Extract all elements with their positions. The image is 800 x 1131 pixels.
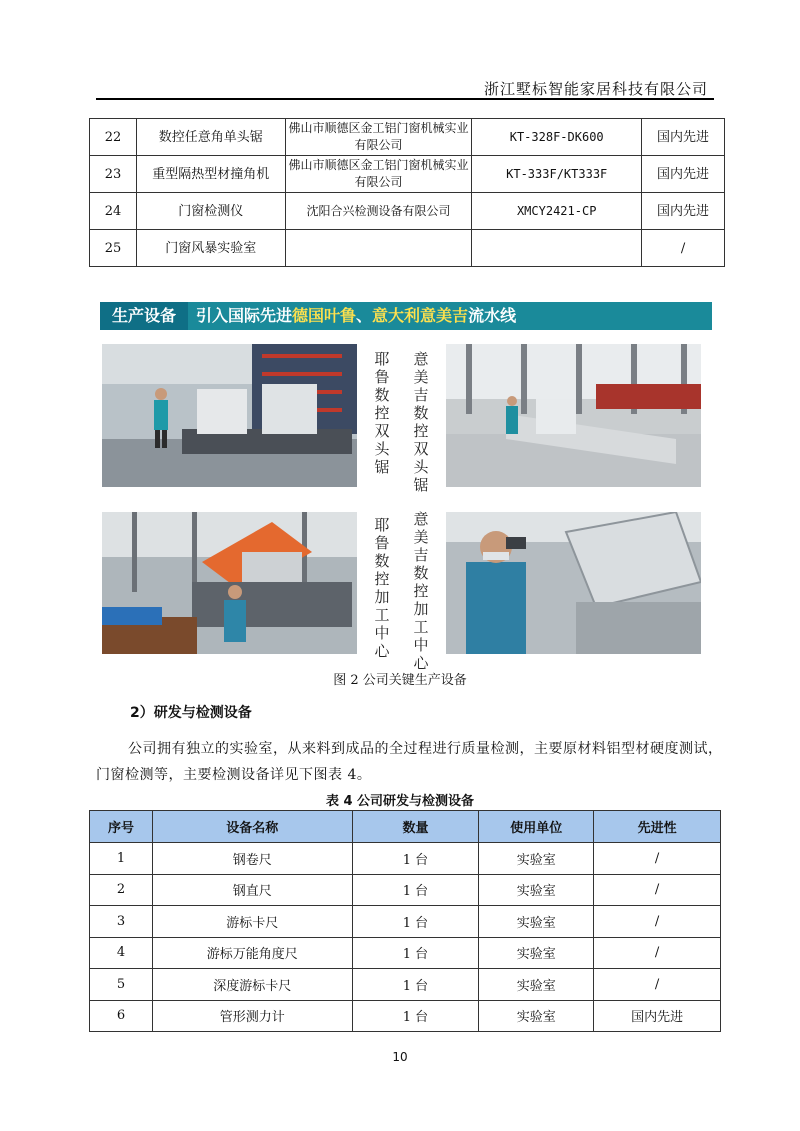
banner-highlight-1: 德国叶鲁 xyxy=(292,306,357,325)
table-row xyxy=(90,119,725,156)
cell-no: 3 xyxy=(90,906,153,938)
label-yimeiji-double-saw: 意美吉数控双头锯 xyxy=(413,350,429,494)
cell-level: 国内先进 xyxy=(642,119,725,156)
cell-unit: 实验室 xyxy=(479,906,594,938)
cell-qty: 1 台 xyxy=(352,937,479,969)
cell-level: / xyxy=(642,230,725,267)
cell-level: 国内先进 xyxy=(594,1000,721,1032)
cell-qty: 1 台 xyxy=(352,874,479,906)
cell-unit: 实验室 xyxy=(479,1000,594,1032)
cell-name: 门窗风暴实验室 xyxy=(136,230,285,267)
cell-unit: 实验室 xyxy=(479,937,594,969)
table-row xyxy=(90,156,725,193)
table-row xyxy=(90,193,725,230)
cell-level: / xyxy=(594,906,721,938)
cell-qty: 1 台 xyxy=(352,906,479,938)
banner-label: 生产设备 xyxy=(100,302,188,330)
cell-name: 重型隔热型材撞角机 xyxy=(136,156,285,193)
cell-model: XMCY2421-CP xyxy=(472,193,642,230)
cell-unit: 实验室 xyxy=(479,874,594,906)
figure-caption: 图 2 公司关键生产设备 xyxy=(333,673,467,688)
cell-level: / xyxy=(594,843,721,875)
photo-yimeiji-double-saw xyxy=(446,344,701,487)
cell-model: KT-328F-DK600 xyxy=(472,119,642,156)
cell-maker: 佛山市顺德区金工铝门窗机械实业有限公司 xyxy=(285,119,472,156)
cell-level: / xyxy=(594,874,721,906)
cell-level: / xyxy=(594,937,721,969)
cell-no: 6 xyxy=(90,1000,153,1032)
cell-qty: 1 台 xyxy=(352,969,479,1001)
cell-unit: 实验室 xyxy=(479,843,594,875)
page-number: 10 xyxy=(392,1050,408,1064)
label-yimeiji-machining-center: 意美吉数控加工中心 xyxy=(413,510,429,672)
header-unit: 使用单位 xyxy=(479,811,594,843)
table-row xyxy=(90,843,721,875)
cell-model: KT-333F/KT333F xyxy=(472,156,642,193)
cell-maker xyxy=(285,230,472,267)
header-rule xyxy=(96,98,714,100)
cell-name: 管形测力计 xyxy=(152,1000,352,1032)
cell-no: 23 xyxy=(90,156,137,193)
cell-no: 4 xyxy=(90,937,153,969)
banner-sep: 、 xyxy=(356,306,373,325)
header-company: 浙江墅标智能家居科技有限公司 xyxy=(483,80,708,98)
cell-name: 深度游标卡尺 xyxy=(152,969,352,1001)
cell-qty: 1 台 xyxy=(352,843,479,875)
cell-qty: 1 台 xyxy=(352,1000,479,1032)
cell-level: / xyxy=(594,969,721,1001)
table-row xyxy=(90,937,721,969)
table-title: 表 4 公司研发与检测设备 xyxy=(325,794,475,809)
section-title: 2）研发与检测设备 xyxy=(130,705,252,721)
cell-no: 2 xyxy=(90,874,153,906)
table-row xyxy=(90,230,725,267)
header-no: 序号 xyxy=(90,811,153,843)
cell-maker: 佛山市顺德区金工铝门窗机械实业有限公司 xyxy=(285,156,472,193)
cell-name: 门窗检测仪 xyxy=(136,193,285,230)
production-banner xyxy=(100,302,712,330)
photo-yelu-machining-center xyxy=(102,512,357,654)
table-header-row xyxy=(90,811,721,843)
cell-no: 24 xyxy=(90,193,137,230)
cell-unit: 实验室 xyxy=(479,969,594,1001)
table-row xyxy=(90,1000,721,1032)
production-equipment-table xyxy=(89,118,725,267)
label-yelu-machining-center: 耶鲁数控加工中心 xyxy=(374,516,390,660)
cell-level: 国内先进 xyxy=(642,156,725,193)
cell-model xyxy=(472,230,642,267)
table-row xyxy=(90,874,721,906)
banner-suffix: 流水线 xyxy=(468,306,517,325)
cell-name: 钢直尺 xyxy=(152,874,352,906)
header-level: 先进性 xyxy=(594,811,721,843)
label-yelu-double-saw: 耶鲁数控双头锯 xyxy=(374,350,390,476)
photo-yimeiji-machining-center xyxy=(446,512,701,654)
cell-no: 5 xyxy=(90,969,153,1001)
cell-no: 22 xyxy=(90,119,137,156)
photo-yelu-double-saw xyxy=(102,344,357,487)
cell-name: 钢卷尺 xyxy=(152,843,352,875)
table-row xyxy=(90,969,721,1001)
cell-level: 国内先进 xyxy=(642,193,725,230)
cell-name: 游标卡尺 xyxy=(152,906,352,938)
cell-name: 游标万能角度尺 xyxy=(152,937,352,969)
cell-no: 1 xyxy=(90,843,153,875)
body-paragraph: 公司拥有独立的实验室，从来料到成品的全过程进行质量检测，主要原材料铝型材硬度测试，门窗检测等，主要检测设备详见下图表 4。 xyxy=(96,741,723,783)
cell-maker: 沈阳合兴检测设备有限公司 xyxy=(285,193,472,230)
header-name: 设备名称 xyxy=(152,811,352,843)
table-row xyxy=(90,906,721,938)
cell-name: 数控任意角单头锯 xyxy=(136,119,285,156)
cell-no: 25 xyxy=(90,230,137,267)
header-qty: 数量 xyxy=(352,811,479,843)
banner-highlight-2: 意大利意美吉 xyxy=(372,306,469,325)
banner-text xyxy=(196,302,516,330)
rd-testing-equipment-table xyxy=(89,810,721,1032)
banner-prefix: 引入国际先进 xyxy=(196,306,293,325)
